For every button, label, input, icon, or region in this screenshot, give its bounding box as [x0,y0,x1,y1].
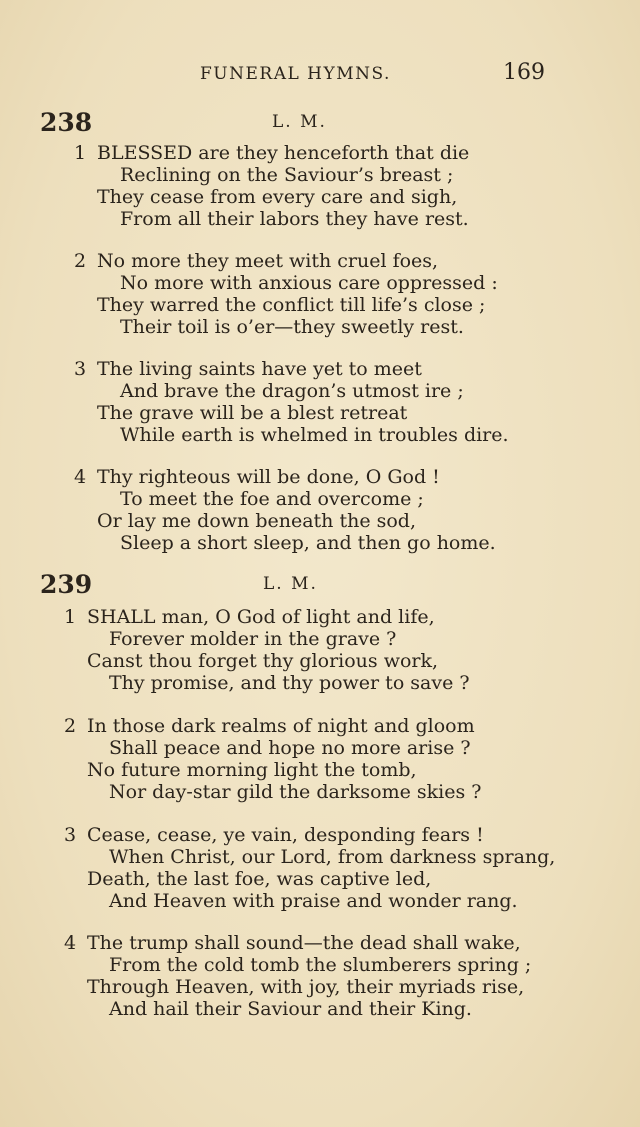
verse-line: The living saints have yet to meet [97,358,422,380]
verse-line: And brave the dragon’s utmost ire ; [120,380,464,402]
verse-line: No more they meet with cruel foes, [97,250,439,272]
verse-line: Shall peace and hope no more arise ? [109,737,471,759]
stanza-number: 2 [74,250,87,272]
verse-line: Their toil is o’er—they sweetly rest. [120,316,464,338]
stanza-number: 4 [64,932,77,954]
verse-line: Reclining on the Saviour’s breast ; [120,164,454,186]
hymn-meter: L. M. [272,112,327,132]
verse-line: From the cold tomb the slumberers spring ; [109,954,532,976]
verse-line: Nor day-star gild the darksome skies ? [109,781,482,803]
verse-line: The grave will be a blest retreat [97,402,408,424]
stanza-number: 4 [74,466,87,488]
hymn-number: 239 [40,570,93,599]
stanza-number: 2 [64,715,77,737]
verse-line: And hail their Saviour and their King. [109,998,472,1020]
verse-line: From all their labors they have rest. [120,208,469,230]
verse-line: Cease, cease, ye vain, desponding fears ! [87,824,484,846]
verse-line: Thy promise, and thy power to save ? [109,672,470,694]
stanza-number: 3 [74,358,87,380]
verse-line: The trump shall sound—the dead shall wake, [87,932,521,954]
verse-line: And Heaven with praise and wonder rang. [109,890,518,912]
verse-line: When Christ, our Lord, from darkness sprang, [109,846,556,868]
verse-line: Canst thou forget thy glorious work, [87,650,439,672]
hymn-number: 238 [40,108,93,137]
stanza-number: 1 [64,606,77,628]
verse-line: They cease from every care and sigh, [97,186,458,208]
verse-line: They warred the conflict till life’s close ; [97,294,486,316]
stanza-number: 3 [64,824,77,846]
verse-line: Death, the last foe, was captive led, [87,868,432,890]
verse-line: Through Heaven, with joy, their myriads rise, [87,976,525,998]
verse-line: SHALL man, O God of light and life, [87,606,435,628]
stanza-number: 1 [74,142,87,164]
verse-line: Or lay me down beneath the sod, [97,510,416,532]
verse-line: Forever molder in the grave ? [109,628,397,650]
verse-line: No future morning light the tomb, [87,759,417,781]
verse-line: Thy righteous will be done, O God ! [97,466,440,488]
verse-line: Sleep a short sleep, and then go home. [120,532,496,554]
hymn-meter: L. M. [263,574,318,594]
running-head [0,60,640,90]
page-number: 169 [503,60,545,85]
verse-line: In those dark realms of night and gloom [87,715,475,737]
verse-line: BLESSED are they henceforth that die [97,142,470,164]
verse-line: No more with anxious care oppressed : [120,272,498,294]
verse-line: To meet the foe and overcome ; [120,488,424,510]
verse-line: While earth is whelmed in troubles dire. [120,424,509,446]
running-title: FUNERAL HYMNS. [200,64,391,84]
